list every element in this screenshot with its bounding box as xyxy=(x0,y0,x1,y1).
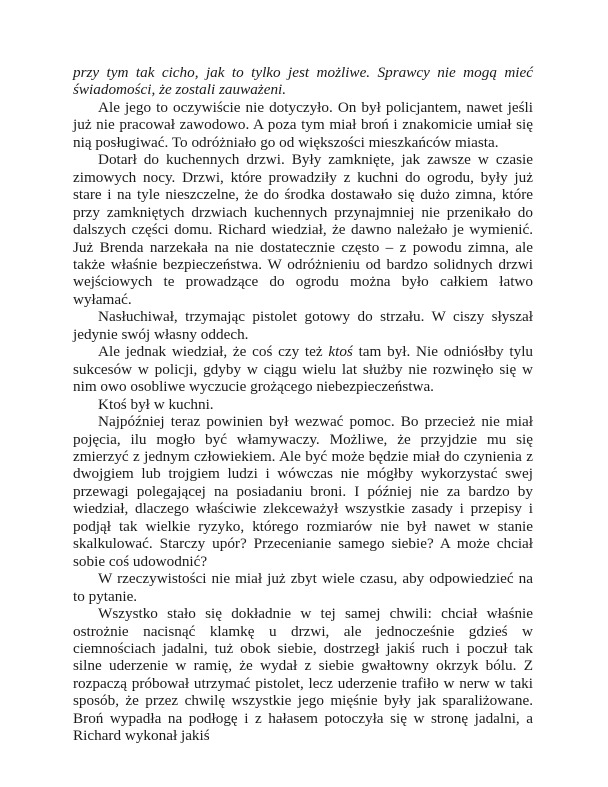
paragraph: Ale jego to oczywiście nie dotyczyło. On był policjantem, nawet jeśli już nie pracował zawodowo. A poza tym miał broń i znakomicie umiał się nią posługiwać. To odróżniało go od większości mieszkańców miasta. xyxy=(73,98,533,151)
paragraph: Nasłuchiwał, trzymając pistolet gotowy do strzału. W ciszy słyszał jedynie swój własny oddech. xyxy=(73,308,533,343)
paragraph: Wszystko stało się dokładnie w tej samej chwili: chciał właśnie ostrożnie nacisnąć klamkę u drzwi, ale jednocześnie gdzieś w ciemnościach jadalni, tuż obok siebie, dostrzegł jakiś ruch i poczuł tak silne uderzenie w ramię, że wydał z siebie gwałtowny okrzyk bólu. Z rozpaczą próbował utrzymać pistolet, lecz uderzenie trafiło w nerw w taki sposób, że przez chwilę wszystkie jego mięśnie były jak sparaliżowane. Broń wypadła na podłogę i z hałasem potoczyła się w stronę jadalni, a Richard wykonał jakiś xyxy=(73,605,533,745)
paragraph: Dotarł do kuchennych drzwi. Były zamknięte, jak zawsze w czasie zimowych nocy. Drzwi, które prowadziły z kuchni do ogrodu, były już stare i na tyle nieszczelne, że do środka dostawało się dużo zimna, które przy zamkniętych drzwiach kuchennych przynajmniej nie przenikało do dalszych części domu. Richard wiedział, że dawno należało je wymienić. Już Brenda narzekała na nie dostatecznie często – z powodu zimna, ale także właśnie bezpieczeństwa. W odróżnieniu od bardzo solidnych drzwi wejściowych te prowadzące do ogrodu można było całkiem łatwo wyłamać. xyxy=(73,151,533,308)
paragraph-text: Ale jednak wiedział, że coś czy też xyxy=(98,343,329,361)
emphasized-word: ktoś xyxy=(328,343,353,361)
paragraph-italic-intro: przy tym tak cicho, jak to tylko jest możliwe. Sprawcy nie mogą mieć świadomości, że zostali zauważeni. xyxy=(73,64,533,99)
paragraph: Ktoś był w kuchni. xyxy=(98,395,214,413)
paragraph-text: tam był. Nie odniósłby tylu sukcesów w policji, gdyby w ciągu wielu lat służby nie rozwinęło się w nim owo osobliwe wyczucie grożącego niebezpieczeństwa. xyxy=(73,343,534,396)
paragraph: W rzeczywistości nie miał już zbyt wiele czasu, aby odpowiedzieć na to pytanie. xyxy=(73,570,533,605)
book-page-text xyxy=(73,64,533,745)
paragraph xyxy=(73,343,533,395)
paragraph: Najpóźniej teraz powinien był wezwać pomoc. Bo przecież nie miał pojęcia, ilu mogło być włamywaczy. Możliwe, że przyjdzie mu się zmierzyć z jednym człowiekiem. Ale być może będzie miał do czynienia z dwojgiem lub trojgiem ludzi i wówczas nie mógłby wykorzystać swej przewagi polegającej na posiadaniu broni. I później nie za bardzo by wiedział, dlaczego właściwie zlekceważył wszystkie zasady i przepisy i podjął tak wielkie ryzyko, którego rozmiarów nie był nawet w stanie skalkulować. Starczy upór? Przecenianie samego siebie? A może chciał sobie coś udowodnić? xyxy=(73,413,533,570)
